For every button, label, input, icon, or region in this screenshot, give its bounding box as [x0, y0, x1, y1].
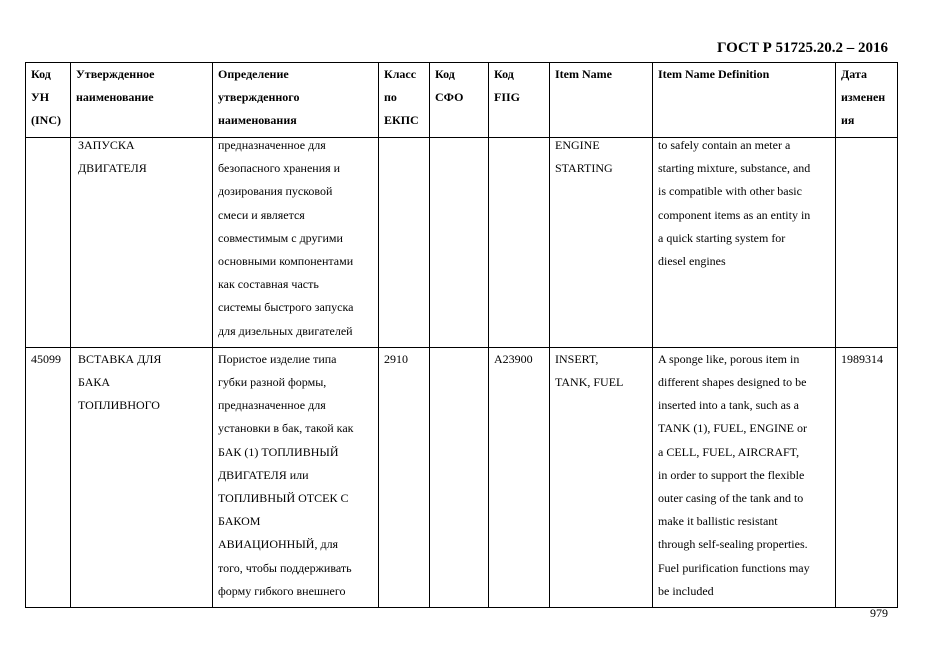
column-header-approved-name: Утвержденное наименование — [71, 63, 213, 138]
column-header-change-date: Дата изменен ия — [836, 63, 898, 138]
table-header-row — [26, 63, 898, 138]
cell-inc — [26, 138, 71, 348]
cell-sfo-code — [430, 347, 489, 607]
cell-change-date — [836, 138, 898, 348]
nomenclature-table — [25, 62, 898, 608]
item-name-text: ENGINE STARTING — [555, 138, 613, 176]
cell-sfo-code — [430, 138, 489, 348]
approved-name-text: ЗАПУСКА ДВИГАТЕЛЯ — [78, 138, 147, 176]
cell-definition: Пористое изделие типа губки разной формы, предназначенное для установки в бак, такой как БАК (1) ТОПЛИВНЫЙ ДВИГАТЕЛЯ или ТОПЛИВНЫЙ ОТСЕК С БАКОМ АВИАЦИОННЫЙ, для того, чтобы поддерживать форму гибкого внешнего — [213, 347, 379, 607]
definition-text: предназначенное для безопасного хранения и дозирования пусковой смеси и является совместимым с другими основными компонентами как составная часть системы быстрого запуска для дизельных двигателей — [218, 138, 354, 338]
cell-item-name: INSERT, TANK, FUEL — [550, 347, 653, 607]
column-header-ekps-class: Класс по ЕКПС — [379, 63, 430, 138]
cell-definition — [213, 138, 379, 348]
column-header-fiig-code: Код FIIG — [489, 63, 550, 138]
cell-item-name-definition: A sponge like, porous item in different shapes designed to be inserted into a tank, such as a TANK (1), FUEL, ENGINE or a CELL, FUEL, AIRCRAFT, in order to support the flexible outer casing of the tank and to make it ballistic resistant through self-sealing properties. Fuel purification functions may be included — [653, 347, 836, 607]
item-name-definition-text: to safely contain an meter a starting mixture, substance, and is compatible with other basic component items as an entity in a quick starting system for diesel engines — [658, 138, 811, 269]
table-row — [26, 138, 898, 348]
cell-item-name-definition — [653, 138, 836, 348]
cell-item-name — [550, 138, 653, 348]
cell-fiig-code — [489, 138, 550, 348]
table-row — [26, 347, 898, 607]
cell-approved-name: ВСТАВКА ДЛЯ БАКА ТОПЛИВНОГО — [71, 347, 213, 607]
column-header-definition: Определение утвержденного наименования — [213, 63, 379, 138]
column-header-inc: Код УН (INC) — [26, 63, 71, 138]
cell-ekps-class: 2910 — [379, 347, 430, 607]
standard-designation: ГОСТ Р 51725.20.2 – 2016 — [716, 40, 888, 56]
cell-approved-name — [71, 138, 213, 348]
column-header-item-name-definition: Item Name Definition — [653, 63, 836, 138]
cell-ekps-class — [379, 138, 430, 348]
page-number: 979 — [870, 606, 888, 620]
cell-fiig-code: A23900 — [489, 347, 550, 607]
column-header-item-name: Item Name — [550, 63, 653, 138]
column-header-sfo-code: Код СФО — [430, 63, 489, 138]
cell-inc: 45099 — [26, 347, 71, 607]
cell-change-date: 1989314 — [836, 347, 898, 607]
